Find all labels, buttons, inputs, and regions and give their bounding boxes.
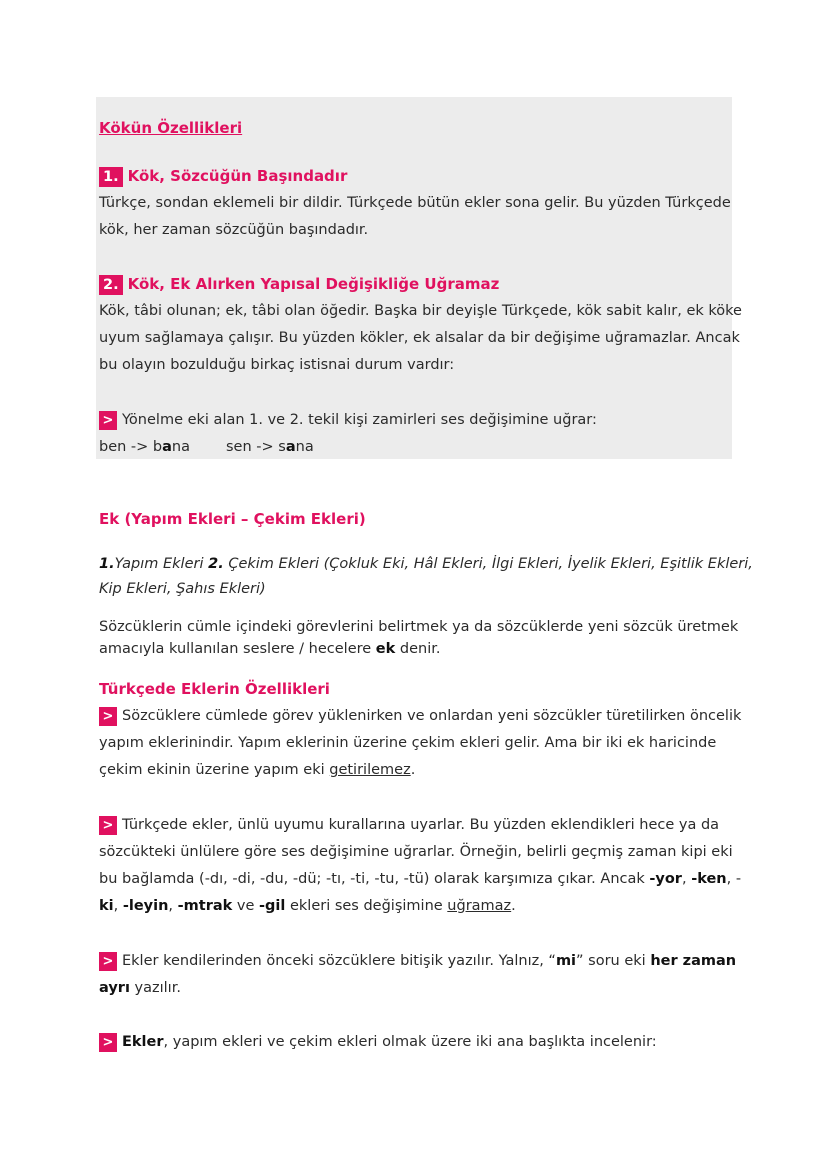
features-title: Türkçede Eklerin Özellikleri (99, 680, 330, 698)
section-title-kok: Kökün Özellikleri (99, 119, 243, 137)
bullet-zamir (99, 407, 597, 434)
example-ben-pre: ben -> b (99, 439, 163, 455)
feature1-line3 (99, 757, 415, 784)
bullet-arrow-icon: > (99, 816, 117, 835)
definition-bold: ek (375, 641, 396, 657)
definition-line2 (99, 638, 440, 660)
bullet-arrow-icon: > (99, 411, 117, 430)
ek-list-line1 (99, 551, 753, 578)
list-text-1: Yapım Ekleri (114, 556, 209, 572)
sep-1: , (681, 871, 692, 887)
feature4-bold: Ekler (122, 1034, 164, 1050)
suffix-mtrak: -mtrak (177, 898, 233, 914)
item2-heading-text: Kök, Ek Alırken Yapısal Değişikliğe Uğramaz (127, 275, 500, 293)
list-line2-text: Kip Ekleri, Şahıs Ekleri) (99, 581, 266, 597)
feature3-mid: ” soru eki (576, 953, 651, 969)
suffix-ken: -ken (691, 871, 727, 887)
sep-ve: ve (232, 898, 260, 914)
feature1-line2: yapım eklerinindir. Yapım eklerinin üzerine çekim ekleri gelir. Ama bir iki ek haricinde (99, 735, 717, 751)
sep-2: , - (726, 871, 742, 887)
list-text-2: Çekim Ekleri (Çokluk Eki, Hâl Ekleri, İlgi Ekleri, İyelik Ekleri, Eşitlik Ekleri, (223, 556, 753, 572)
feature2-line4 (99, 893, 516, 920)
item2-line2: uyum sağlamaya çalışır. Bu yüzden kökler, ek alsalar da bir değişime uğramazlar. Ancak (99, 330, 740, 346)
feature3-post: yazılır. (129, 980, 181, 996)
bullet-arrow-icon: > (99, 952, 117, 971)
item1-line1: Türkçe, sondan eklemeli bir dildir. Türkçede bütün ekler sona gelir. Bu yüzden Türkçede (99, 195, 731, 211)
feature2-line4-post: . (511, 898, 516, 914)
feature2-line1-text: Türkçede ekler, ünlü uyumu kurallarına uyarlar. Bu yüzden eklendikleri hece ya da (122, 817, 720, 833)
example-ben (99, 439, 190, 455)
feature1-underlined: getirilemez (329, 762, 411, 778)
example-ben-post: na (171, 439, 190, 455)
feature3-mi: mi (555, 953, 577, 969)
feature3-her-zaman: her zaman (650, 953, 737, 969)
suffix-ki: ki (99, 898, 114, 914)
feature2-underlined: uğramaz (447, 898, 512, 914)
definition-line1: Sözcüklerin cümle içindeki görevlerini belirtmek ya da sözcüklerde yeni sözcük üretmek (99, 619, 739, 635)
definition-post: denir. (395, 641, 441, 657)
bullet-zamir-text: Yönelme eki alan 1. ve 2. tekil kişi zamirleri ses değişimine uğrar: (122, 412, 597, 428)
feature1-line1-text: Sözcüklere cümlede görev yüklenirken ve onlardan yeni sözcükler türetilirken öncelik (122, 708, 742, 724)
example-sen-pre: sen -> s (226, 439, 286, 455)
example-sen-bold: a (285, 439, 296, 455)
feature1-line3-pre: çekim ekinin üzerine yapım eki (99, 762, 330, 778)
suffix-leyin: -leyin (122, 898, 169, 914)
feature1-line3-post: . (410, 762, 416, 778)
definition-pre: amacıyla kullanılan seslere / hecelere (99, 641, 376, 657)
sep-3: , (113, 898, 123, 914)
list-num-1: 1. (99, 556, 115, 572)
bullet-arrow-icon: > (99, 1033, 117, 1052)
item2-heading (99, 271, 499, 298)
feature4-text: , yapım ekleri ve çekim ekleri olmak üzere iki ana başlıkta incelenir: (163, 1034, 657, 1050)
item1-number: 1. (99, 167, 123, 187)
feature4-line1 (99, 1029, 657, 1056)
feature2-line4-mid: ekleri ses değişimine (285, 898, 448, 914)
ek-list-line2 (99, 576, 266, 603)
feature3-line1 (99, 948, 736, 975)
feature3-pre: Ekler kendilerinden önceki sözcüklere bitişik yazılır. Yalnız, “ (122, 953, 556, 969)
feature2-line2: sözcükteki ünlülere göre ses değişimine uğrarlar. Örneğin, belirli geçmiş zaman kipi eki (99, 844, 733, 860)
sep-4: , (168, 898, 178, 914)
example-ben-bold: a (162, 439, 172, 455)
item2-line1: Kök, tâbi olunan; ek, tâbi olan öğedir. Başka bir deyişle Türkçede, kök sabit kalır, ek köke (99, 303, 742, 319)
feature3-line2 (99, 975, 181, 1002)
example-sen-post: na (295, 439, 314, 455)
item1-heading (99, 163, 347, 190)
feature2-line3-pre: bu bağlamda (-dı, -di, -du, -dü; -tı, -ti, -tu, -tü) olarak karşımıza çıkar. Ancak (99, 871, 650, 887)
feature2-line3 (99, 866, 741, 893)
item2-line3: bu olayın bozulduğu birkaç istisnai durum vardır: (99, 357, 455, 373)
suffix-yor: -yor (649, 871, 682, 887)
example-sen (226, 439, 314, 455)
list-num-2: 2. (208, 556, 224, 572)
feature3-ayri: ayrı (99, 980, 130, 996)
feature1-line1 (99, 703, 741, 730)
item2-number: 2. (99, 275, 123, 295)
item1-line2: kök, her zaman sözcüğün başındadır. (99, 222, 369, 238)
bullet-arrow-icon: > (99, 707, 117, 726)
feature2-line1 (99, 812, 719, 839)
bullet-examples (99, 434, 314, 461)
item1-heading-text: Kök, Sözcüğün Başındadır (127, 167, 348, 185)
section-title-ek: Ek (Yapım Ekleri – Çekim Ekleri) (99, 510, 366, 528)
suffix-gil: -gil (259, 898, 286, 914)
